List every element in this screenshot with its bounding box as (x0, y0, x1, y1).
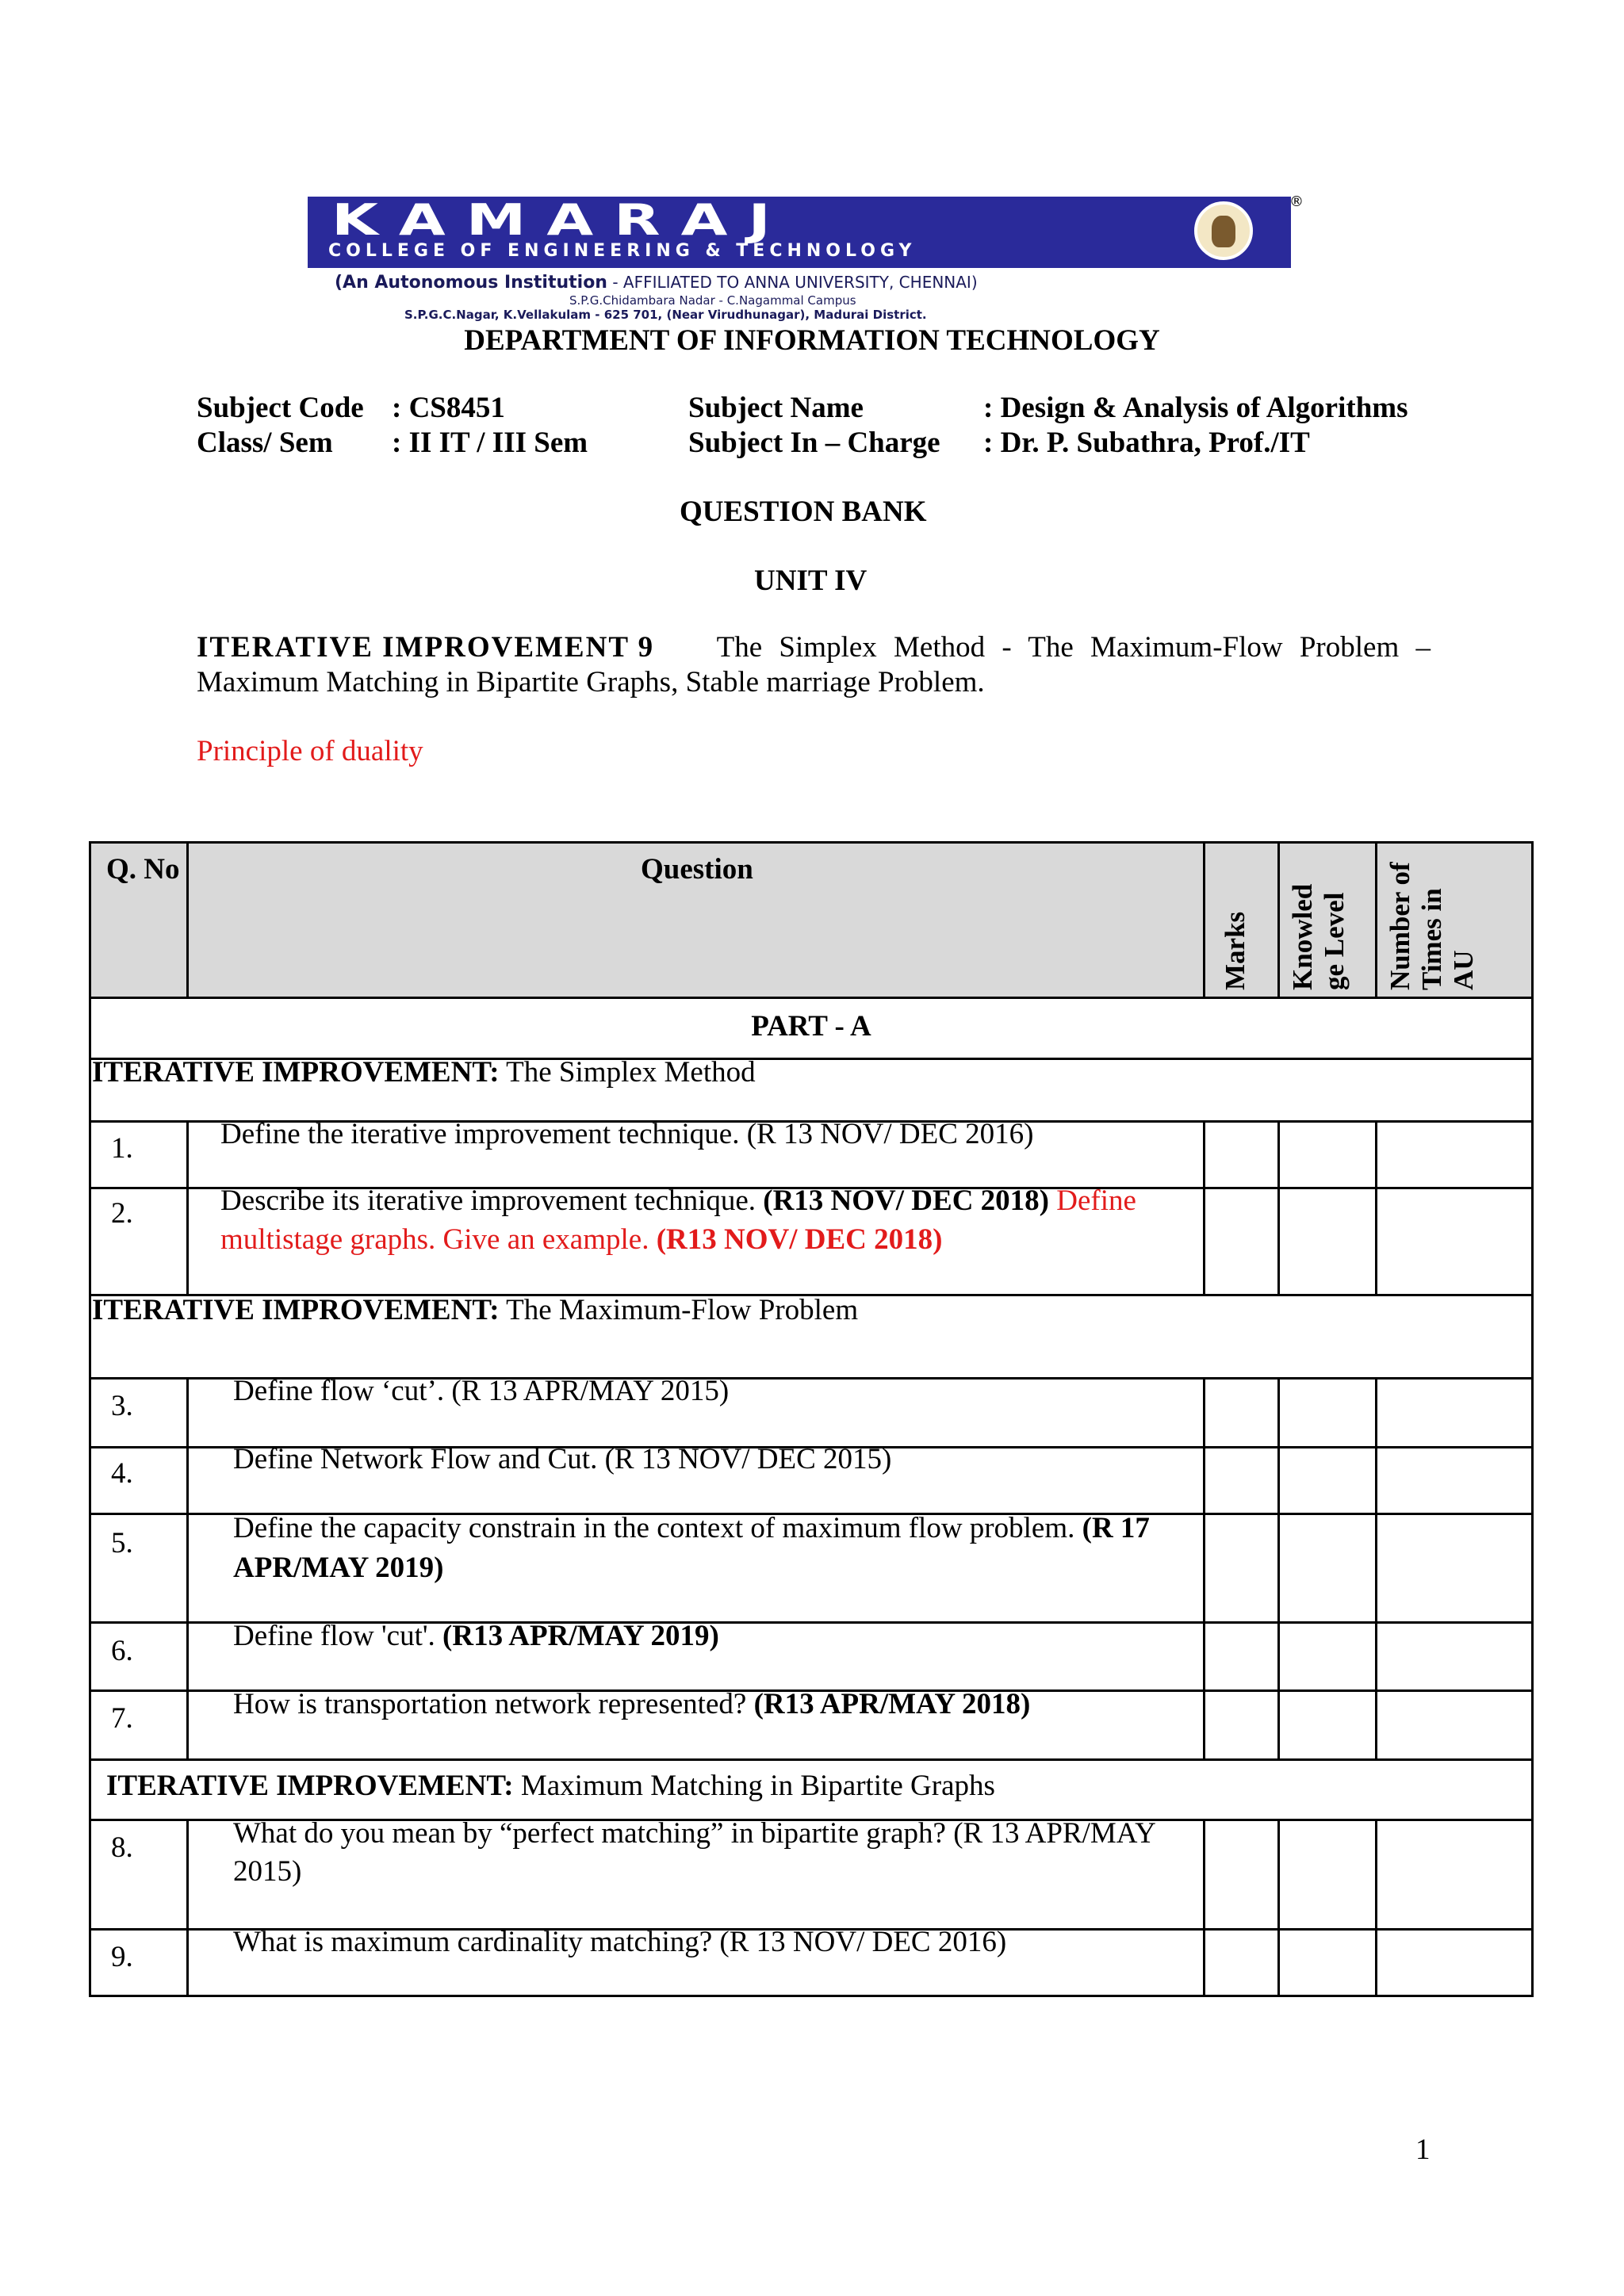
question-8-line-2: 2015) (233, 1855, 302, 1888)
qno-8: 8. (111, 1831, 133, 1864)
question-5-line-2: APR/MAY 2019) (233, 1552, 444, 1584)
question-table (89, 841, 1534, 1997)
section-max-flow: ITERATIVE IMPROVEMENT: The Maximum-Flow Problem (92, 1294, 859, 1326)
part-a-title: PART - A (751, 1010, 871, 1043)
question-2: Describe its iterative improvement technique. (R13 NOV/ DEC 2018) Define (220, 1184, 1136, 1217)
header-knowledge-level: Knowled ge Level (1287, 883, 1350, 990)
incharge-label: Subject In – Charge (688, 427, 940, 459)
question-7: How is transportation network represented? (R13 APR/MAY 2018) (233, 1688, 1031, 1720)
qno-4: 4. (111, 1457, 133, 1490)
logo-campus: S.P.G.Chidambara Nadar - C.Nagammal Campus (569, 293, 856, 308)
college-logo (308, 193, 1304, 322)
qno-6: 6. (111, 1635, 133, 1667)
header-qno: Q. No (106, 853, 180, 886)
question-bank-title: QUESTION BANK (680, 496, 927, 528)
section-bipartite: ITERATIVE IMPROVEMENT: Maximum Matching in Bipartite Graphs (106, 1770, 995, 1802)
subject-code-label: Subject Code (197, 392, 364, 424)
question-8: What do you mean by “perfect matching” in bipartite graph? (R 13 APR/MAY (233, 1817, 1156, 1850)
question-5: Define the capacity constrain in the context of maximum flow problem. (R 17 (233, 1512, 1150, 1544)
qno-1: 1. (111, 1132, 133, 1165)
question-1: Define the iterative improvement technique. (R 13 NOV/ DEC 2016) (220, 1118, 1034, 1150)
logo-college: COLLEGE OF ENGINEERING & TECHNOLOGY (328, 241, 917, 261)
principle-of-duality: Principle of duality (197, 735, 423, 767)
class-value: : II IT / III Sem (392, 427, 588, 459)
unit-title: UNIT IV (754, 564, 868, 597)
header-times-in-au: Number of Times in AU (1385, 862, 1479, 990)
qno-2: 2. (111, 1197, 133, 1230)
qno-9: 9. (111, 1941, 133, 1973)
subject-name-label: Subject Name (688, 392, 864, 424)
qno-3: 3. (111, 1390, 133, 1422)
logo-address: S.P.G.C.Nagar, K.Vellakulam - 625 701, (Near Virudhunagar), Madurai District. (404, 308, 927, 322)
question-9: What is maximum cardinality matching? (R 13 NOV/ DEC 2016) (233, 1926, 1007, 1958)
logo-affiliation: (An Autonomous Institution - AFFILIATED TO ANNA UNIVERSITY, CHENNAI) (335, 273, 978, 293)
subject-code-value: : CS8451 (392, 392, 505, 424)
qno-7: 7. (111, 1702, 133, 1735)
question-4: Define Network Flow and Cut. (R 13 NOV/ DEC 2015) (233, 1443, 892, 1475)
question-6: Define flow 'cut'. (R13 APR/MAY 2019) (233, 1620, 719, 1652)
syllabus-line-1: ITERATIVE IMPROVEMENT 9 The Simplex Method - The Maximum-Flow Problem – (197, 631, 1431, 664)
header-marks: Marks (1220, 911, 1251, 990)
header-question: Question (641, 853, 753, 886)
department-title: DEPARTMENT OF INFORMATION TECHNOLOGY (464, 324, 1160, 357)
incharge-value: : Dr. P. Subathra, Prof./IT (983, 427, 1310, 459)
question-3: Define flow ‘cut’. (R 13 APR/MAY 2015) (233, 1375, 730, 1407)
subject-name-value: : Design & Analysis of Algorithms (983, 392, 1408, 424)
logo-name: KAMARAJ (331, 193, 791, 246)
qno-5: 5. (111, 1527, 133, 1559)
logo-banner (308, 193, 1291, 268)
question-2-line-2: multistage graphs. Give an example. (R13 NOV/ DEC 2018) (220, 1223, 943, 1256)
syllabus-line-2: Maximum Matching in Bipartite Graphs, Stable marriage Problem. (197, 666, 985, 698)
registered-mark: ® (1289, 193, 1304, 210)
emblem-icon (1194, 201, 1253, 260)
section-simplex: ITERATIVE IMPROVEMENT: The Simplex Method (92, 1056, 756, 1089)
class-label: Class/ Sem (197, 427, 333, 459)
page-number: 1 (1415, 2133, 1431, 2166)
